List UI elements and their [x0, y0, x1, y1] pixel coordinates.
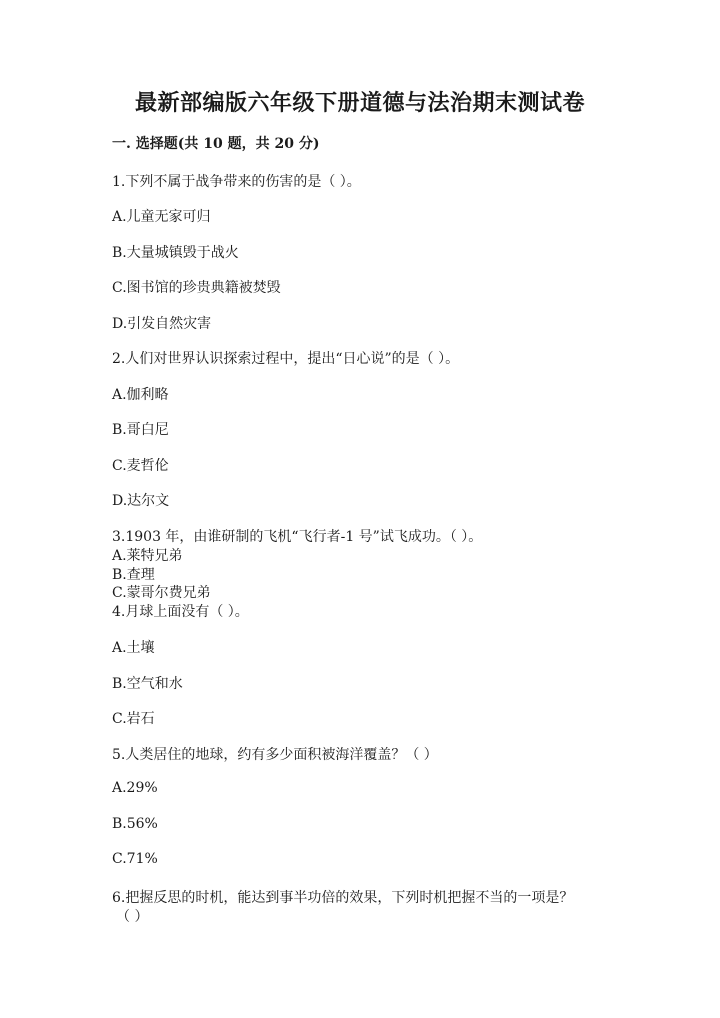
question-3-option-c: C.蒙哥尔费兄弟 — [112, 585, 211, 601]
question-2-stem: 2.人们对世界认识探索过程中，提出“日心说”的是（ ）。 — [112, 351, 460, 367]
question-4-option-b: B.空气和水 — [112, 676, 183, 692]
question-6-stem-continuation: （ ） — [116, 909, 149, 925]
question-3-stem: 3.1903 年，由谁研制的飞机“飞行者-1 号”试飞成功。（ ）。 — [112, 529, 483, 545]
question-1-option-a: A.儿童无家可归 — [112, 209, 211, 225]
question-3-option-a: A.莱特兄弟 — [112, 548, 183, 564]
question-5-option-c: C.71% — [112, 851, 158, 867]
section-heading: 一. 选择题(共 10 题，共 20 分) — [112, 136, 320, 152]
question-2-option-a: A.伽利略 — [112, 387, 169, 403]
question-5-stem: 5.人类居住的地球，约有多少面积被海洋覆盖？（ ） — [112, 747, 438, 763]
question-2-option-c: C.麦哲伦 — [112, 458, 169, 474]
page-title: 最新部编版六年级下册道德与法治期末测试卷 — [134, 90, 585, 116]
question-4-stem: 4.月球上面没有（ ）。 — [112, 604, 249, 620]
question-5-option-a: A.29% — [112, 780, 158, 796]
question-1-option-b: B.大量城镇毁于战火 — [112, 245, 239, 261]
question-2-option-d: D.达尔文 — [112, 493, 170, 509]
question-3-option-b: B.查理 — [112, 567, 155, 583]
question-5-option-b: B.56% — [112, 816, 158, 832]
question-4-option-a: A.土壤 — [112, 640, 155, 656]
question-6-stem: 6.把握反思的时机，能达到事半功倍的效果，下列时机把握不当的一项是？ — [112, 890, 574, 906]
question-1-stem: 1.下列不属于战争带来的伤害的是（ ）。 — [112, 174, 361, 190]
question-1-option-d: D.引发自然灾害 — [112, 316, 212, 332]
question-2-option-b: B.哥白尼 — [112, 422, 169, 438]
question-4-option-c: C.岩石 — [112, 711, 155, 727]
question-1-option-c: C.图书馆的珍贵典籍被焚毁 — [112, 280, 281, 296]
